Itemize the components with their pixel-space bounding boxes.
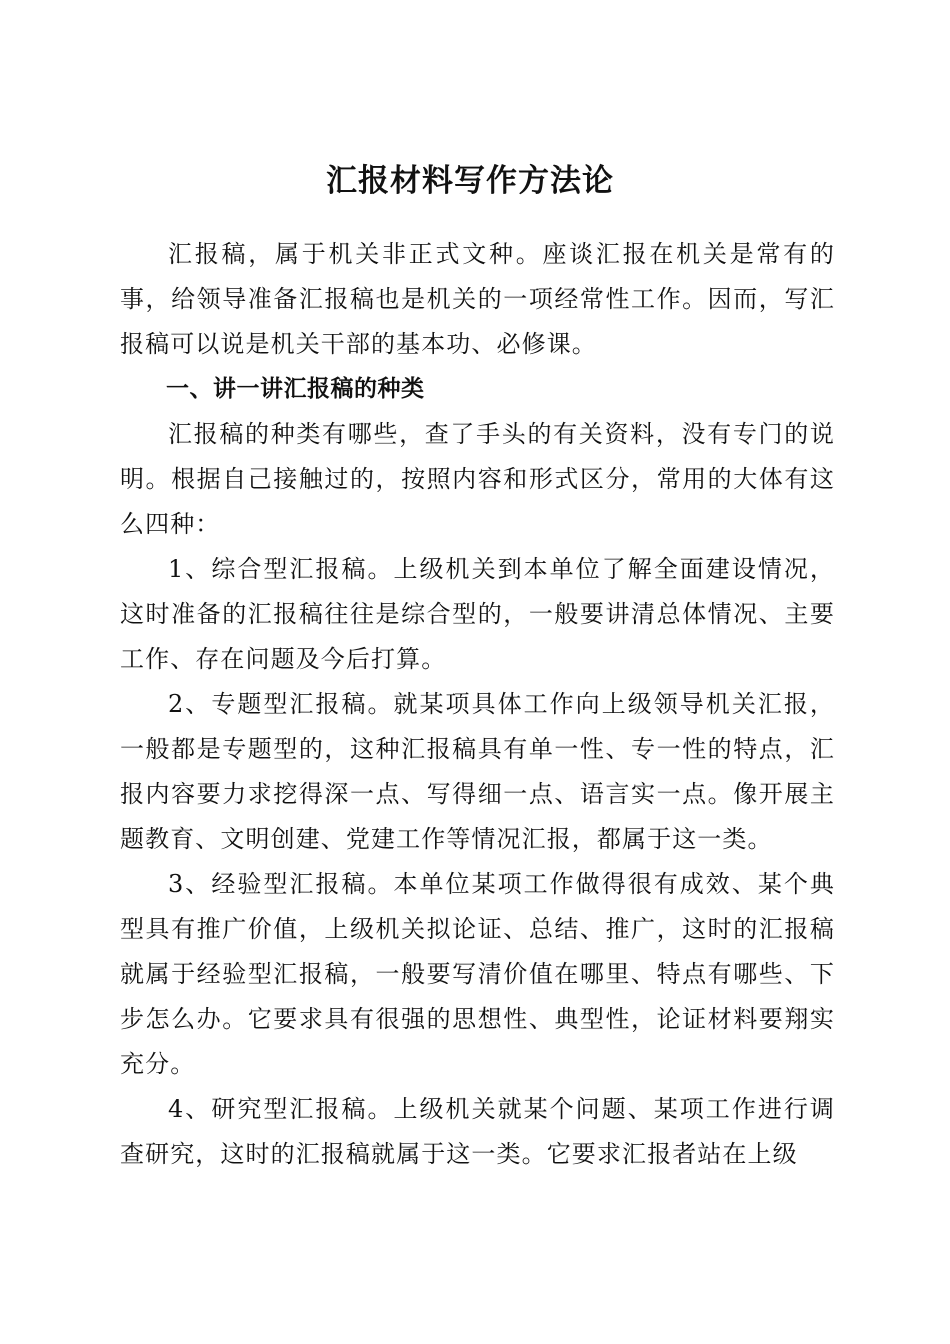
type-1-paragraph: 1、综合型汇报稿。上级机关到本单位了解全面建设情况，这时准备的汇报稿往往是综合型的，一般要讲清总体情况、主要工作、存在问题及今后打算。: [120, 555, 835, 673]
type-4-paragraph: 4、研究型汇报稿。上级机关就某个问题、某项工作进行调查研究，这时的汇报稿就属于这一类。它要求汇报者站在上级: [120, 1095, 835, 1168]
document-body: [120, 232, 835, 1177]
intro-paragraph: 汇报稿，属于机关非正式文种。座谈汇报在机关是常有的事，给领导准备汇报稿也是机关的一项经常性工作。因而，写汇报稿可以说是机关干部的基本功、必修课。: [120, 240, 835, 358]
type-3-paragraph: 3、经验型汇报稿。本单位某项工作做得很有成效、某个典型具有推广价值，上级机关拟论证、总结、推广，这时的汇报稿就属于经验型汇报稿，一般要写清价值在哪里、特点有哪些、下步怎么办。它要求具有很强的思想性、典型性，论证材料要翔实充分。: [120, 870, 835, 1078]
document-title: 汇报材料写作方法论: [326, 162, 614, 199]
section-heading: 一、讲一讲汇报稿的种类: [166, 376, 425, 402]
type-2-paragraph: 2、专题型汇报稿。就某项具体工作向上级领导机关汇报，一般都是专题型的，这种汇报稿具有单一性、专一性的特点，汇报内容要力求挖得深一点、写得细一点、语言实一点。像开展主题教育、文明创建、党建工作等情况汇报，都属于这一类。: [120, 690, 835, 853]
types-intro-paragraph: 汇报稿的种类有哪些，查了手头的有关资料，没有专门的说明。根据自己接触过的，按照内容和形式区分，常用的大体有这么四种：: [120, 420, 835, 538]
